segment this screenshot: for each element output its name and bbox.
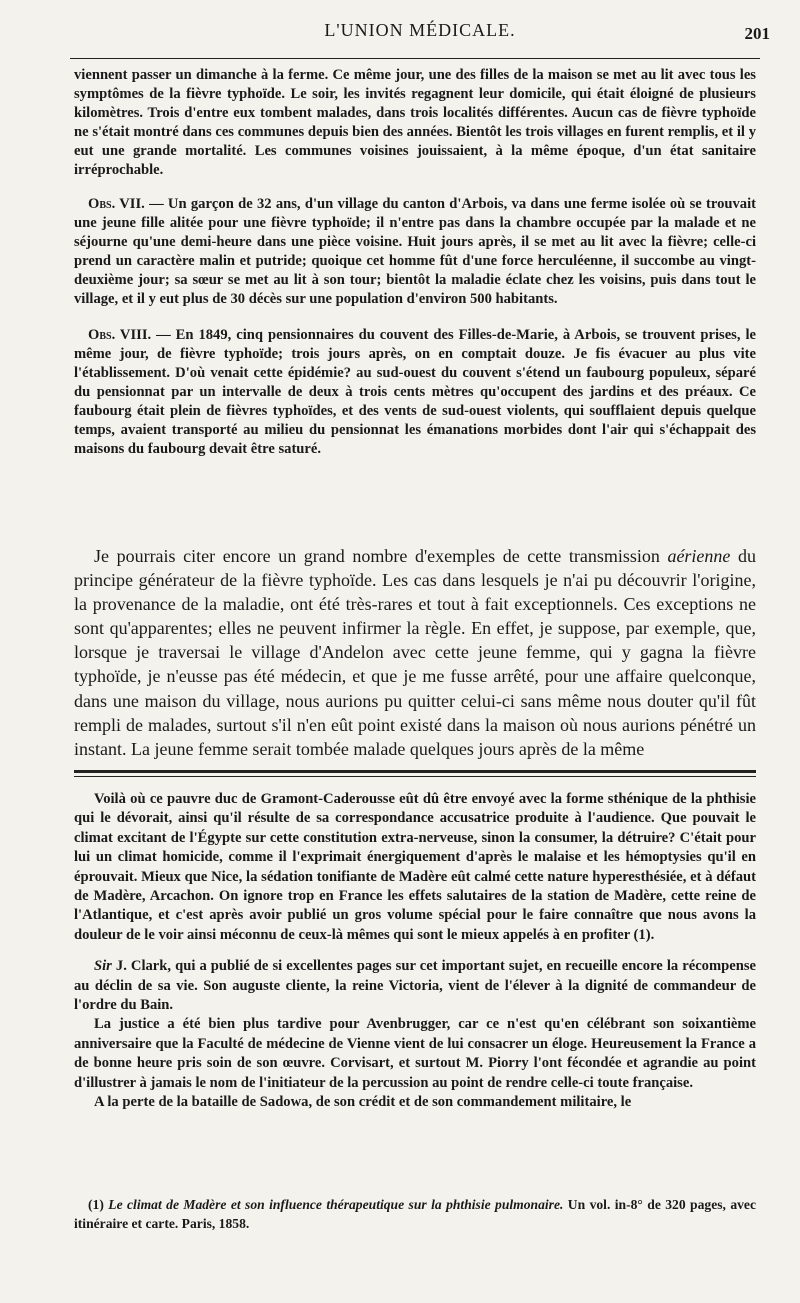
main-text-part: du principe générateur de la fièvre typhoïde. Les cas dans lesquels je n'ai pu découvrir l'origine, la provenance de la maladie, ont été très-rares et tout à fait exceptionnels. Ces exceptions ne sont qu'apparentes; elles ne peuvent infirmer la règle. En effet, je suppose, par exemple, que, lorsque je traversai le village d'Andelon avec cette jeune femme, qui y gagna la fièvre typhoïde, je n'eusse pas été médecin, et que je me fusse arrêté, pour une affaire quelconque, dans une maison du village, nous aurions pu quitter celui-ci sans même nous douter qu'il fût rempli de malades, surtout s'il n'en eût point existé dans la maison où nous aurions pénétré un instant. La jeune femme serait tombée malade quelques jours après de la même (74, 546, 757, 759)
header-rule (70, 58, 760, 59)
feuilleton-paragraph: Voilà où ce pauvre duc de Gramont-Caderousse eût dû être envoyé avec la forme sthénique de la phthisie qui le dévorait, ainsi qu'il résulte de sa correspondance accusatrice produite à l'audience. Que pouvait le climat excitant de l'Égypte sur cette constitution extra-nerveuse, sinon la consumer, la détruire? C'était pour lui un climat homicide, comme il l'exprimait énergiquement d'après le malaise et les hémoptysies qu'il en éprouvait. Mieux que Nice, la sédation tonifiante de Madère eût calmé cette nature hyperesthésiée, et à défaut de Madère, Arcachon. On ignore trop en France les effets salutaires de la station de Madère, cette reine de l'Atlantique, et c'est après avoir publié un gros volume spécial pour le faire connaître que nous avons la douleur de le voir ainsi méconnu de ceux-là mêmes qui sont le mieux appelés à en profiter (1). (74, 791, 756, 943)
observations-section (74, 66, 756, 459)
feuilleton-separator (74, 770, 756, 777)
page-header (70, 18, 770, 48)
feuilleton-section (74, 790, 756, 1113)
footnote (74, 1196, 756, 1233)
observation-paragraph: viennent passer un dimanche à la ferme. Ce même jour, une des filles de la maison se met au lit avec tous les symptômes de la fièvre typhoïde. Le soir, les invités regagnent leur domicile, qui était éloigné de plusieurs kilomètres. Trois d'entre eux tombent malades, dans trois localités différentes. Aucun cas de fièvre typhoïde ne s'était montré dans ces communes depuis bien des années. Bientôt les trois villages en furent remplis, et il y eut une grande mortalité. Les communes voisines jouissaient, à la même époque, d'un état sanitaire irréprochable. (74, 67, 756, 178)
observation-viii (74, 326, 756, 459)
feuilleton-paragraph: La justice a été bien plus tardive pour Avenbrugger, car ce n'est qu'en célébrant son soixantième anniversaire que la Faculté de médecine de Vienne vient de lui consacrer un éloge. Heureusement la France a de bonne heure pris soin de son œuvre. Corvisart, et surtout M. Piorry l'ont fécondée et agrandie au point d'illustrer à jamais le nom de l'initiateur de la percussion au point de rendre celle-ci toute française. (74, 1016, 756, 1091)
feuilleton-paragraph (74, 957, 756, 1015)
sir-title: Sir (94, 958, 112, 975)
observation-text: — En 1849, cinq pensionnaires du couvent des Filles-de-Marie, à Arbois, se trouvent prises, le même jour, de fièvre typhoïde; trois jours après, on en comptait douze. Je fis évacuer au plus vite l'établissement. D'où venait cette épidémie? au sud-ouest du couvent s'étend un faubourg populeux, séparé du pensionnat par un intervalle de deux à trois cents mètres qu'occupent des jardins et des préaux. Ce faubourg était plein de fièvres typhoïdes, et des vents de sud-ouest violents, qui soufflaient depuis quelque temps, avaient transporté au milieu du pensionnat les émanations morbides dont l'air qui s'échappait des maisons du faubourg devait être saturé. (74, 327, 756, 457)
italic-term: aérienne (667, 546, 731, 566)
main-paragraph (74, 544, 756, 761)
footnote-text (74, 1196, 756, 1233)
footnote-title: Le climat de Madère et son influence thérapeutique sur la phthisie pulmonaire. (108, 1197, 564, 1212)
observation-text: — Un garçon de 32 ans, d'un village du canton d'Arbois, va dans une ferme isolée où se trouvait une jeune fille alitée pour une fièvre typhoïde; il n'entre pas dans la chambre occupée par la malade et ne séjourne qu'une demi-heure dans une pièce voisine. Huit jours après, il se met au lit avec la fièvre; celle-ci prend un caractère malin et putride; quoique cet homme fût d'une force herculéenne, il succombe au vingt-deuxième jour; sa sœur se met au lit à son tour; bientôt la maladie éclate chez les voisins, puis dans tout le village, et il y eut plus de 30 décès sur une population d'environ 500 habitants. (74, 196, 756, 307)
observation-vii (74, 195, 756, 309)
feuilleton-paragraph: A la perte de la bataille de Sadowa, de son crédit et de son commandement militaire, le (94, 1094, 632, 1111)
main-text-part: Je pourrais citer encore un grand nombre d'exemples de cette transmission (94, 546, 668, 566)
page-number: 201 (744, 24, 770, 43)
running-title: L'UNION MÉDICALE. (324, 20, 516, 40)
main-text (74, 544, 756, 761)
footnote-marker: (1) (88, 1197, 109, 1212)
observation-label: Obs. VII. (88, 196, 145, 212)
observation-label: Obs. VIII. (88, 327, 152, 343)
footnote-rest: Un vol. in-8° de 320 pages, avec itinéraire et carte. Paris, 1858. (74, 1197, 756, 1231)
feuilleton-text: J. Clark, qui a publié de si excellentes pages sur cet important sujet, en recueille encore la récompense au déclin de sa vie. Son auguste cliente, la reine Victoria, vient de l'élever à la dignité de commandeur de l'ordre du Bain. (74, 958, 756, 1014)
